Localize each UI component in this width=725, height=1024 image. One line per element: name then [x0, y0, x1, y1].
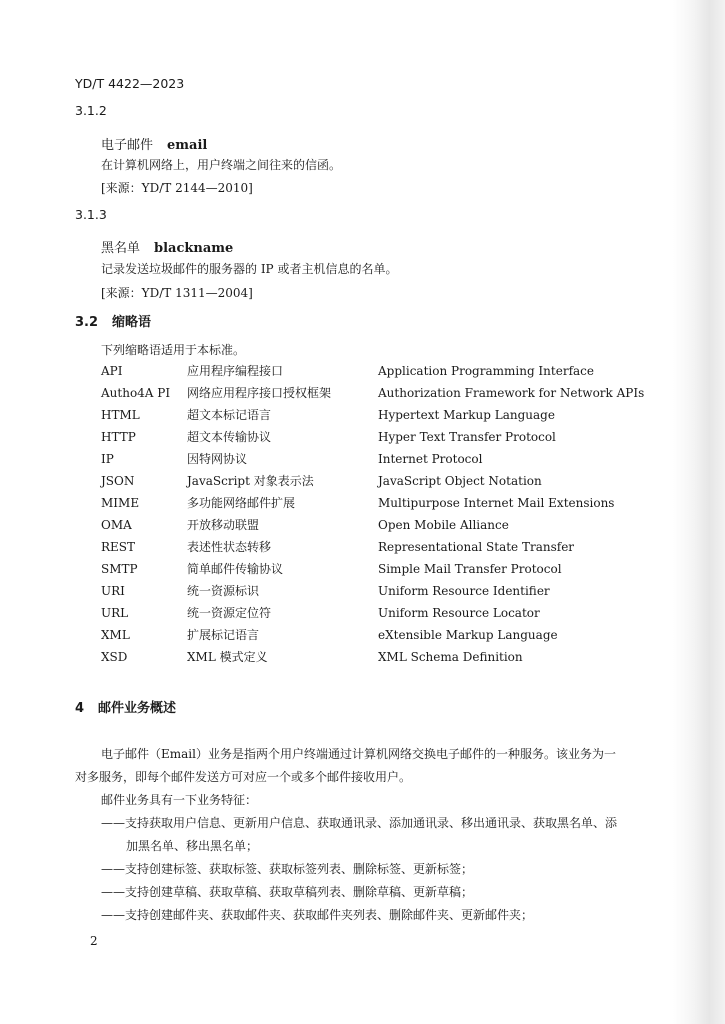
feature-item: ——支持获取用户信息、更新用户信息、获取通讯录、添加通讯录、移出通讯录、获取黑名单、添: [101, 816, 618, 830]
abbreviation-english: Simple Mail Transfer Protocol: [378, 562, 562, 576]
abbreviation-english: Representational State Transfer: [378, 540, 575, 554]
abbreviation-english: Authorization Framework for Network APIs: [378, 386, 645, 400]
section-title: 邮件业务概述: [98, 701, 177, 716]
abbreviation-chinese: JavaScript 对象表示法: [187, 474, 314, 488]
paragraph-line: 电子邮件（Email）业务是指两个用户终端通过计算机网络交换电子邮件的一种服务。该业务为一: [101, 747, 616, 761]
abbreviation-chinese: 网络应用程序接口授权框架: [187, 386, 332, 400]
abbreviation-term: OMA: [101, 518, 132, 532]
section-number: 3.2: [75, 315, 99, 330]
abbreviation-row: [101, 514, 658, 536]
abbreviation-chinese: 应用程序编程接口: [187, 364, 284, 378]
abbreviation-english: JavaScript Object Notation: [378, 474, 542, 488]
abbreviation-chinese: XML 模式定义: [187, 650, 268, 664]
abbreviation-english: Multipurpose Internet Mail Extensions: [378, 496, 615, 510]
term-definition: 记录发送垃圾邮件的服务器的 IP 或者主机信息的名单。: [101, 262, 398, 276]
abbreviation-chinese: 多功能网络邮件扩展: [187, 496, 296, 510]
abbreviation-row: [101, 382, 658, 404]
abbreviation-chinese: 因特网协议: [187, 452, 248, 466]
abbreviation-row: [101, 492, 658, 514]
abbreviation-row: [101, 360, 658, 382]
abbreviation-row: [101, 448, 658, 470]
abbreviation-english: Internet Protocol: [378, 452, 483, 466]
abbreviation-term: MIME: [101, 496, 140, 510]
abbreviation-chinese: 超文本传输协议: [187, 430, 272, 444]
abbreviation-english: Application Programming Interface: [378, 364, 594, 378]
abbreviation-english: eXtensible Markup Language: [378, 628, 558, 642]
term-source: [来源：YD/T 1311—2004]: [101, 286, 253, 300]
section-number: 4: [75, 701, 85, 716]
abbreviation-term: SMTP: [101, 562, 138, 576]
abbreviation-english: Hyper Text Transfer Protocol: [378, 430, 556, 444]
term-email: [101, 134, 207, 153]
paragraph-line: 邮件业务具有一下业务特征：: [101, 793, 258, 807]
abbreviation-term: URI: [101, 584, 125, 598]
clause-number-3-1-2: 3.1.2: [75, 103, 107, 118]
term-en: blackname: [154, 241, 234, 256]
document-code-header: YD/T 4422—2023: [75, 76, 185, 91]
abbreviation-term: REST: [101, 540, 136, 554]
abbreviation-term: HTML: [101, 408, 140, 422]
abbreviation-row: [101, 536, 658, 558]
abbreviation-english: Uniform Resource Locator: [378, 606, 540, 620]
abbreviation-term: Autho4A PI: [101, 386, 171, 400]
feature-item: ——支持创建标签、获取标签、获取标签列表、删除标签、更新标签；: [101, 862, 474, 876]
term-definition: 在计算机网络上，用户终端之间往来的信函。: [101, 158, 342, 172]
abbreviation-term: URL: [101, 606, 129, 620]
abbreviation-row: [101, 646, 658, 668]
page-edge-shadow: [673, 0, 725, 1024]
abbreviation-chinese: 简单邮件传输协议: [187, 562, 284, 576]
abbreviation-english: Open Mobile Alliance: [378, 518, 509, 532]
abbreviation-english: Uniform Resource Identifier: [378, 584, 550, 598]
clause-number-3-1-3: 3.1.3: [75, 207, 107, 222]
abbreviation-row: [101, 580, 658, 602]
term-source: [来源：YD/T 2144—2010]: [101, 181, 253, 195]
abbreviation-chinese: 开放移动联盟: [187, 518, 260, 532]
abbreviation-row: [101, 558, 658, 580]
abbreviation-english: Hypertext Markup Language: [378, 408, 555, 422]
page-number: 2: [90, 934, 98, 948]
abbreviations-intro: 下列缩略语适用于本标准。: [101, 343, 246, 357]
abbreviation-row: [101, 404, 658, 426]
abbreviation-term: JSON: [101, 474, 135, 488]
abbreviation-chinese: 统一资源定位符: [187, 606, 272, 620]
term-cn: 电子邮件: [101, 138, 154, 153]
section-heading-3-2: [75, 311, 151, 330]
abbreviation-term: IP: [101, 452, 114, 466]
abbreviation-row: [101, 624, 658, 646]
feature-item: ——支持创建草稿、获取草稿、获取草稿列表、删除草稿、更新草稿；: [101, 885, 474, 899]
abbreviation-term: API: [101, 364, 123, 378]
feature-item: ——支持创建邮件夹、获取邮件夹、获取邮件夹列表、删除邮件夹、更新邮件夹；: [101, 908, 534, 922]
section-title: 缩略语: [112, 315, 152, 330]
abbreviation-term: HTTP: [101, 430, 136, 444]
feature-item-continuation: 加黑名单、移出黑名单；: [126, 839, 259, 853]
term-blackname: [101, 237, 233, 256]
section-heading-4: [75, 697, 176, 716]
abbreviations-table: [101, 360, 658, 668]
abbreviation-term: XML: [101, 628, 130, 642]
term-en: email: [167, 138, 208, 153]
abbreviation-english: XML Schema Definition: [378, 650, 523, 664]
abbreviation-chinese: 表述性状态转移: [187, 540, 272, 554]
abbreviation-chinese: 扩展标记语言: [187, 628, 260, 642]
abbreviation-term: XSD: [101, 650, 128, 664]
abbreviation-chinese: 统一资源标识: [187, 584, 260, 598]
abbreviation-row: [101, 470, 658, 492]
term-cn: 黑名单: [101, 241, 141, 256]
abbreviation-chinese: 超文本标记语言: [187, 408, 272, 422]
abbreviation-row: [101, 602, 658, 624]
paragraph-line: 对多服务，即每个邮件发送方可对应一个或多个邮件接收用户。: [75, 770, 412, 784]
abbreviation-row: [101, 426, 658, 448]
